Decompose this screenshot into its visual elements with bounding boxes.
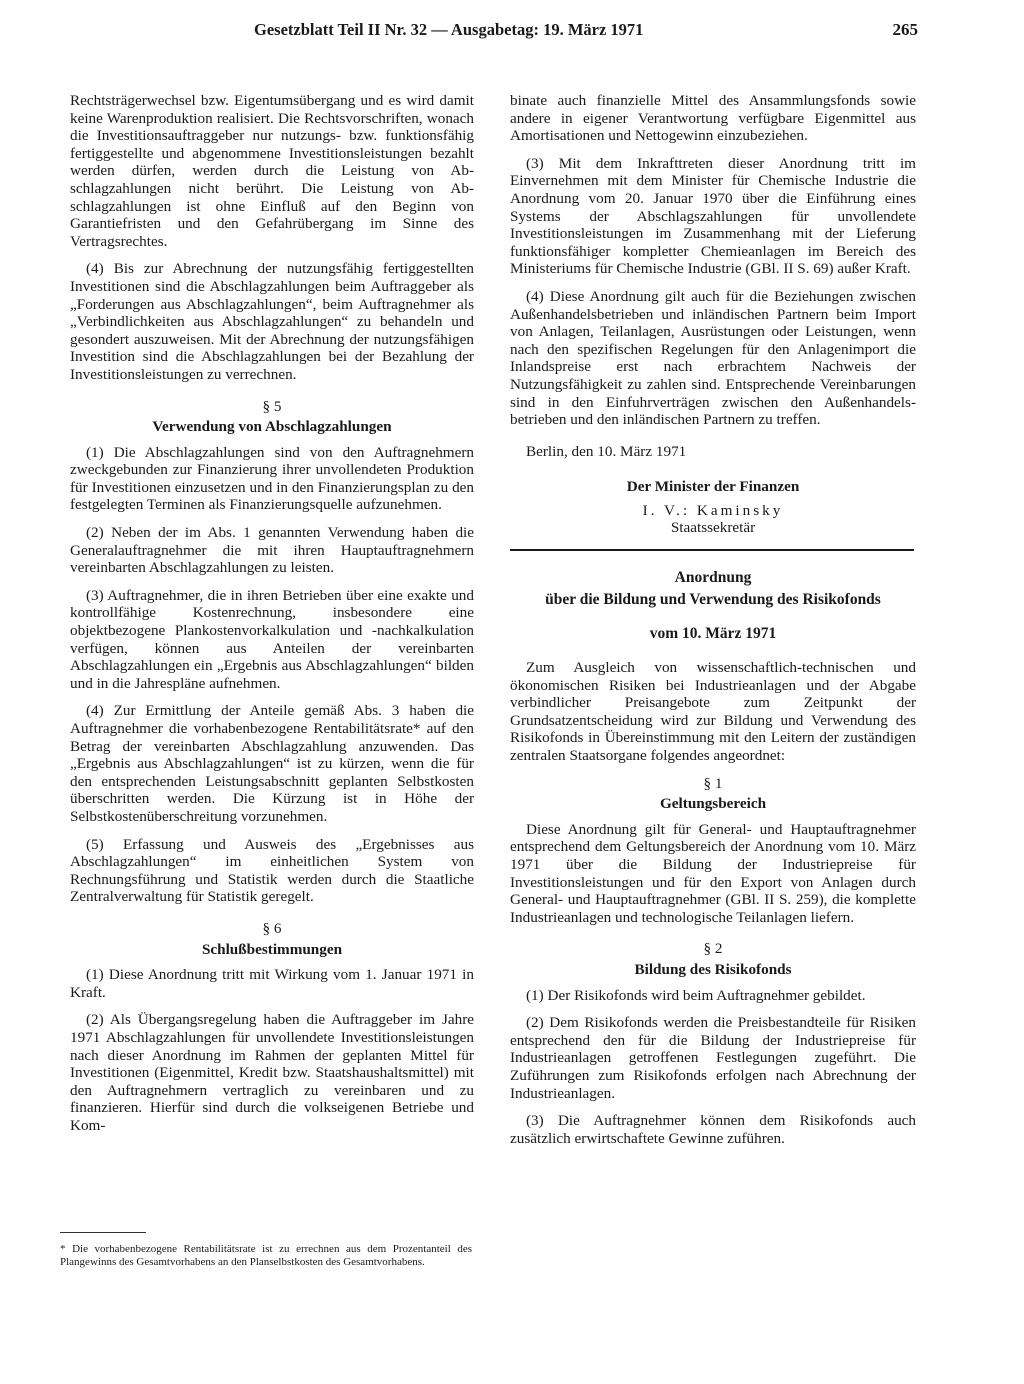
left-column <box>70 92 474 1144</box>
paragraph: (1) Diese Anordnung tritt mit Wirkung vom 1. Januar 1971 in Kraft. <box>70 966 474 1001</box>
section-title: Bildung des Risikofonds <box>634 960 792 978</box>
paragraph: Diese Anordnung gilt für General- und Hauptauftragnehmer entsprechend dem Geltungsbereich der Anordnung vom 10. März 1971 über die Bildung der Industriepreise für Investitionsleistungen und für den Export von Anlagen durch General- und Hauptauftragnehmer (GBl. II S. 259), die komplette Industrieanlagen und technologische Teilanlagen liefern. <box>510 820 916 926</box>
paragraph: (3) Mit dem Inkrafttreten dieser Anordnung tritt im Einvernehmen mit dem Minister für Chemische Industrie die Anordnung vom 20. Januar 1970 über die Einführung eines Systems der Abschlagszahlungen für unvollendete Investitionsleistungen im Zusammenhang mit der Lieferung funktionsfähiger kompletter Chemieanlagen im Bereich des Ministeriums für Chemische Industrie (GBl. II S. 69) außer Kraft. <box>510 154 916 278</box>
paragraph: (2) Dem Risikofonds werden die Preisbestandteile für Risiken entsprechend den für die Bildung der Industriepreise für Industrieanlagen getroffenen Festlegungen zugeführt. Die Zuführungen zum Risikofonds erfolgen nach Abrechnung der Industrieanlagen. <box>510 1014 916 1102</box>
section-number: § 5 <box>262 397 282 415</box>
paragraph: (5) Erfassung und Ausweis des „Ergebnisses aus Abschlagzahlungen“ im einheitlichen System von Rechnungsführung und Statistik werden durch die Staatliche Zentralverwaltung für Statistik geregelt. <box>70 835 474 906</box>
paragraph: (2) Als Übergangsregelung haben die Auftraggeber im Jahre 1971 Abschlagzahlungen für unvollendete Investitionsleistungen nach dieser Anordnung im Rahmen der geplanten Mittel für Investitionen (Eigenmittel, Kredit bzw. Staatshaushaltsmittel) mit den Auftragnehmern vertraglich zu vereinbaren und zu finanzieren. Hierfür sind durch die volkseigenen Betriebe und Kom- <box>70 1011 474 1134</box>
footnote: * Die vorhabenbezogene Rentabilitätsrate ist zu errechnen aus dem Prozentanteil des Plangewinns des Gesamtvorhabens an den Planselbstkosten des Gesamtvorhabens. <box>60 1243 472 1268</box>
place-date: Berlin, den 10. März 1971 <box>526 442 687 460</box>
paragraph: (4) Bis zur Abrechnung der nutzungsfähig fertiggestellten Investitionen sind die Abschlagzahlungen beim Auftraggeber als „Forderungen aus Abschlagzahlungen“, beim Auftragnehmer als „Verbindlichkeiten aus Abschlagzahlungen“ zu behandeln und gesondert auszuweisen. Mit der Abrechnung der nutzungsfähigen Investition sind die Abschlagzahlungen bei der Bezahlung der Investitionsleistungen zu verrechnen. <box>70 260 474 383</box>
page-number: 265 <box>892 20 918 39</box>
gazette-title: Gesetzblatt Teil II Nr. 32 — Ausgabetag: 19. März 1971 <box>254 20 644 39</box>
right-column <box>510 92 916 1157</box>
footnote-divider <box>60 1232 146 1233</box>
document-date: vom 10. März 1971 <box>649 625 777 643</box>
minister-title: Der Minister der Finanzen <box>626 478 800 496</box>
section-number: § 1 <box>703 774 723 792</box>
document-title: Anordnung <box>674 569 752 587</box>
paragraph: (3) Die Auftragnehmer können dem Risikofonds auch zusätzlich erwirtschaftete Gewinne zuführen. <box>510 1112 916 1147</box>
page-header <box>58 18 924 44</box>
section-title: Verwendung von Abschlagzahlungen <box>152 418 392 436</box>
section-divider <box>510 549 914 551</box>
signer-name: I. V.: Kaminsky <box>642 501 784 519</box>
paragraph: Rechtsträgerwechsel bzw. Eigentumsübergang und es wird damit keine Warenproduktion realisiert. Die Rechtsvorschriften, wonach die Investitionsauftraggeber nur nutzungs- bzw. funktionsfähig fertiggestellte und abgenommene Investitionsleistungen bezahlt werden dürfen, werden durch die Leistung von Abschlagzahlungen nicht berührt. Die Leistung von Abschlagzahlungen ist ohne Einfluß auf den Beginn von Garantiefristen und den Gefahrübergang im Sinne des Vertragsrechtes. <box>70 92 474 250</box>
section-number: § 6 <box>262 919 282 937</box>
section-number: § 2 <box>703 940 723 958</box>
paragraph: binate auch finanzielle Mittel des Ansammlungsfonds sowie andere in eigener Verantwortung verfügbare Eigenmittel aus Amortisationen und Nettogewinn einzubeziehen. <box>510 92 916 145</box>
paragraph: (1) Der Risikofonds wird beim Auftragnehmer gebildet. <box>526 986 866 1004</box>
paragraph: (4) Zur Ermittlung der Anteile gemäß Abs. 3 haben die Auftragnehmer die vorhabenbezogene Rentabilitätsrate* auf den Betrag der vereinbarten Abschlagzahlung anzuwenden. Das „Ergebnis aus Abschlagzahlungen“ ist zu kürzen, wenn die für den entsprechenden Leistungsabschnitt geplanten Selbstkosten überschritten werden. Die Kürzung ist in Höhe der Selbstkostenüberschreitung vorzunehmen. <box>70 702 474 825</box>
paragraph: Zum Ausgleich von wissenschaftlich-technischen und ökonomischen Risiken bei Industrieanlagen und der Abgabe verbindlicher Preisangebote zum Zeitpunkt der Grundsatzentscheidung wird zur Bildung und Verwendung des Risikofonds in Übereinstimmung mit den Leitern der zuständigen zentralen Staatsorgane folgendes angeordnet: <box>510 659 916 765</box>
section-title: Geltungsbereich <box>659 795 767 813</box>
section-title: Schlußbestimmungen <box>201 940 343 958</box>
paragraph: (4) Diese Anordnung gilt auch für die Beziehungen zwischen Außenhandelsbetrieben und inländischen Partnern beim Import von Anlagen, Teilanlagen, Ausrüstungen oder Leistungen, wenn nach den spezifischen Regelungen für den Anlagenimport die Inlandspreise erst nach erbrachtem Nachweis der Nutzungsfähigkeit zu zahlen sind. Entsprechende Vereinbarungen sind in den Einfuhrverträgen zwischen den Außenhandelsbetrieben und den inländischen Partnern zu treffen. <box>510 287 916 429</box>
paragraph: (1) Die Abschlagzahlungen sind von den Auftragnehmern zweckgebunden zur Finanzierung ihrer unvollendeten Produktion für Investitionen einzusetzen und in den Finanzierungsplan zu den festgelegten Terminen als Finanzierungsquelle aufzunehmen. <box>70 443 474 514</box>
document-subtitle: über die Bildung und Verwendung des Risikofonds <box>545 591 881 609</box>
signer-role: Staatssekretär <box>670 519 756 537</box>
paragraph: (2) Neben der im Abs. 1 genannten Verwendung haben die Generalauftragnehmer die mit ihren Hauptauftragnehmern vereinbarten Abschlagzahlungen zu leisten. <box>70 524 474 577</box>
paragraph: (3) Auftragnehmer, die in ihren Betrieben über eine exakte und kontrollfähige Kostenrechnung, insbesondere eine objektbezogene Plankostenvorkalkulation und -nachkalkulation verfügen, können aus Anteilen der vereinbarten Abschlagzahlungen ein „Ergebnis aus Abschlagzahlungen“ bilden und in die Jahrespläne aufnehmen. <box>70 586 474 692</box>
